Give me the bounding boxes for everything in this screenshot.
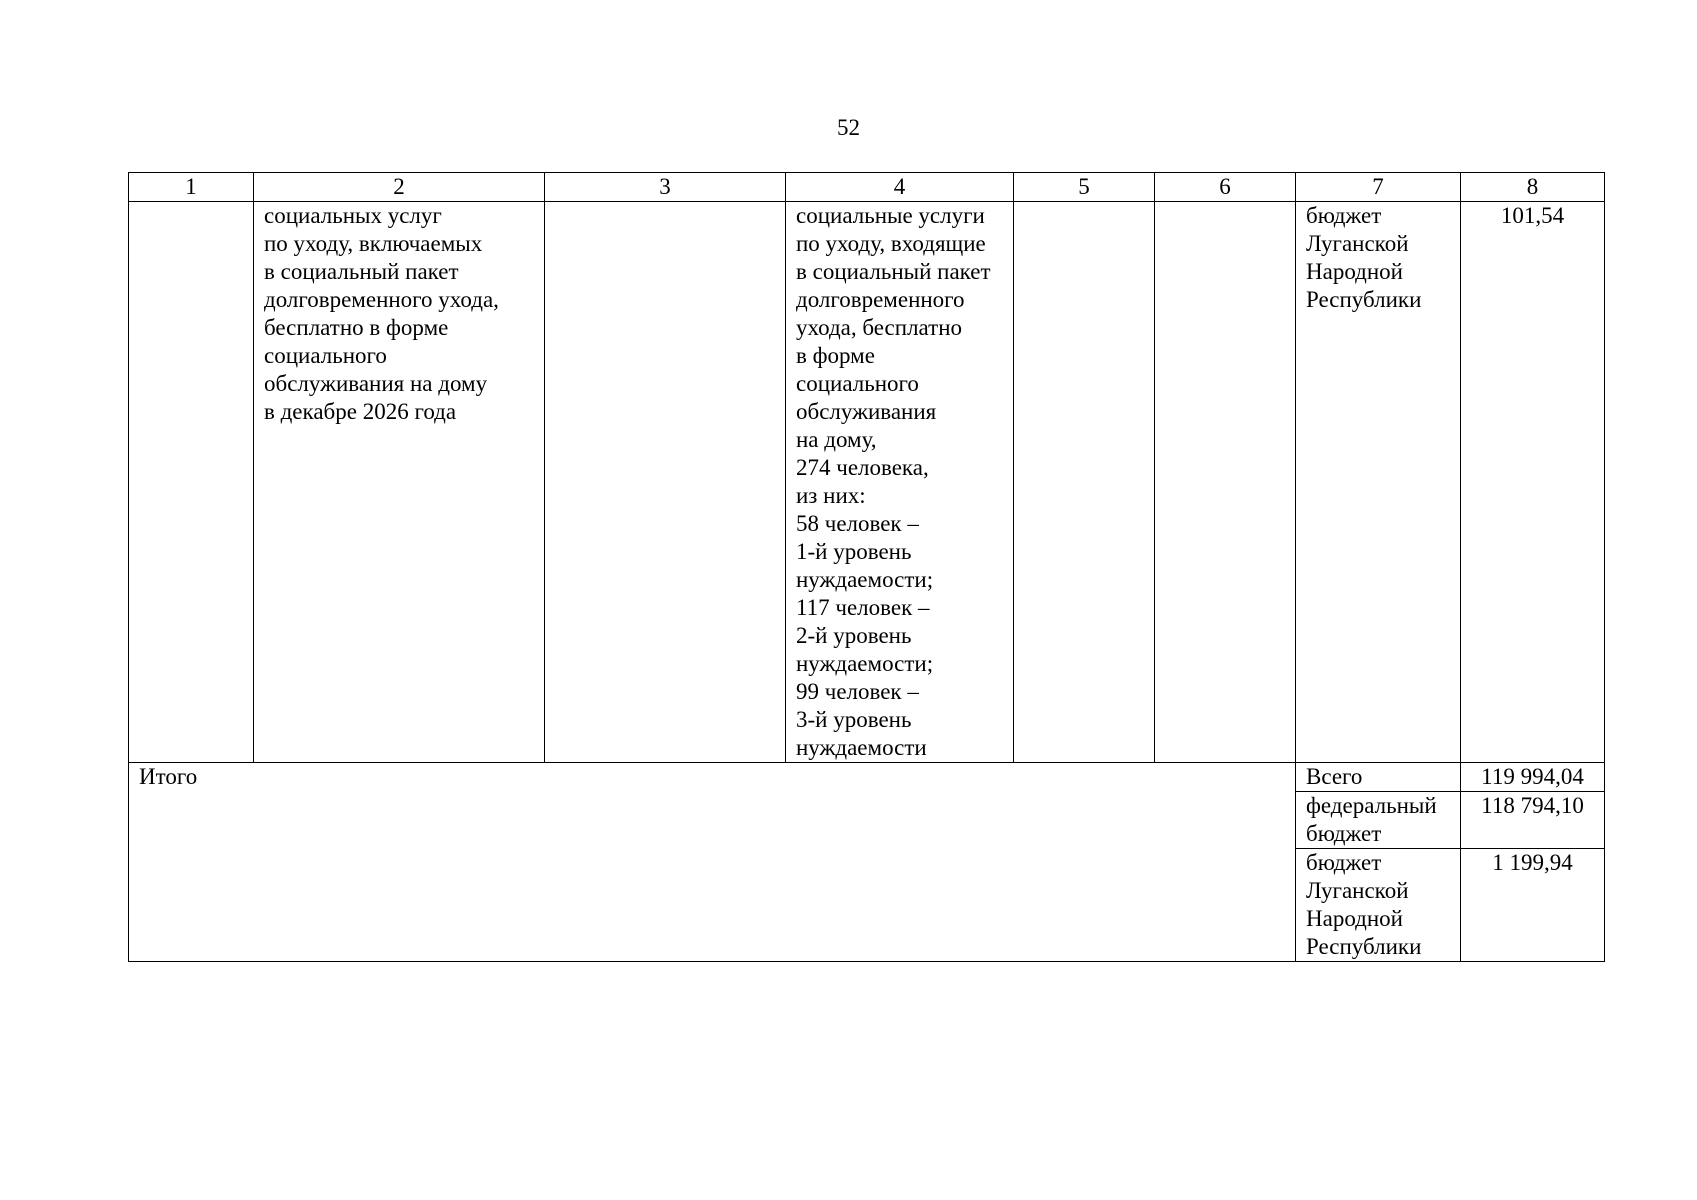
- row-cell-8: 101,54: [1461, 202, 1605, 763]
- row-cell-2: социальных услуг по уходу, включаемых в социальный пакет долговременного ухода, бесплатно в форме социального обслуживания на дому в декабре 2026 года: [254, 202, 545, 763]
- row-cell-6: [1155, 202, 1296, 763]
- header-row: [129, 173, 1605, 202]
- table-row: [129, 202, 1605, 763]
- page-number: 52: [837, 115, 860, 140]
- header-cell-4: 4: [786, 173, 1014, 202]
- row-cell-1: [129, 202, 254, 763]
- total-row-all: [129, 763, 1605, 792]
- total-source-federal: федеральный бюджет: [1296, 792, 1461, 849]
- header-cell-3: 3: [545, 173, 786, 202]
- row-cell-4: социальные услуги по уходу, входящие в социальный пакет долговременного ухода, бесплатно в форме социального обслуживания на дому, 274 человека, из них: 58 человек – 1-й уровень нуждаемости; 117 человек – 2-й уровень нуждаемости; 99 человек – 3-й уровень нуждаемости: [786, 202, 1014, 763]
- header-cell-2: 2: [254, 173, 545, 202]
- total-amount-all: 119 994,04: [1461, 763, 1605, 792]
- header-cell-5: 5: [1014, 173, 1155, 202]
- row-cell-5: [1014, 202, 1155, 763]
- total-source-all: Всего: [1296, 763, 1461, 792]
- row-cell-7: бюджет Луганской Народной Республики: [1296, 202, 1461, 763]
- header-cell-7: 7: [1296, 173, 1461, 202]
- header-cell-6: 6: [1155, 173, 1296, 202]
- row-cell-3: [545, 202, 786, 763]
- budget-table: [128, 172, 1605, 962]
- total-amount-regional: 1 199,94: [1461, 849, 1605, 962]
- header-cell-8: 8: [1461, 173, 1605, 202]
- header-cell-1: 1: [129, 173, 254, 202]
- total-label: Итого: [129, 763, 1296, 962]
- total-amount-federal: 118 794,10: [1461, 792, 1605, 849]
- total-source-regional: бюджет Луганской Народной Республики: [1296, 849, 1461, 962]
